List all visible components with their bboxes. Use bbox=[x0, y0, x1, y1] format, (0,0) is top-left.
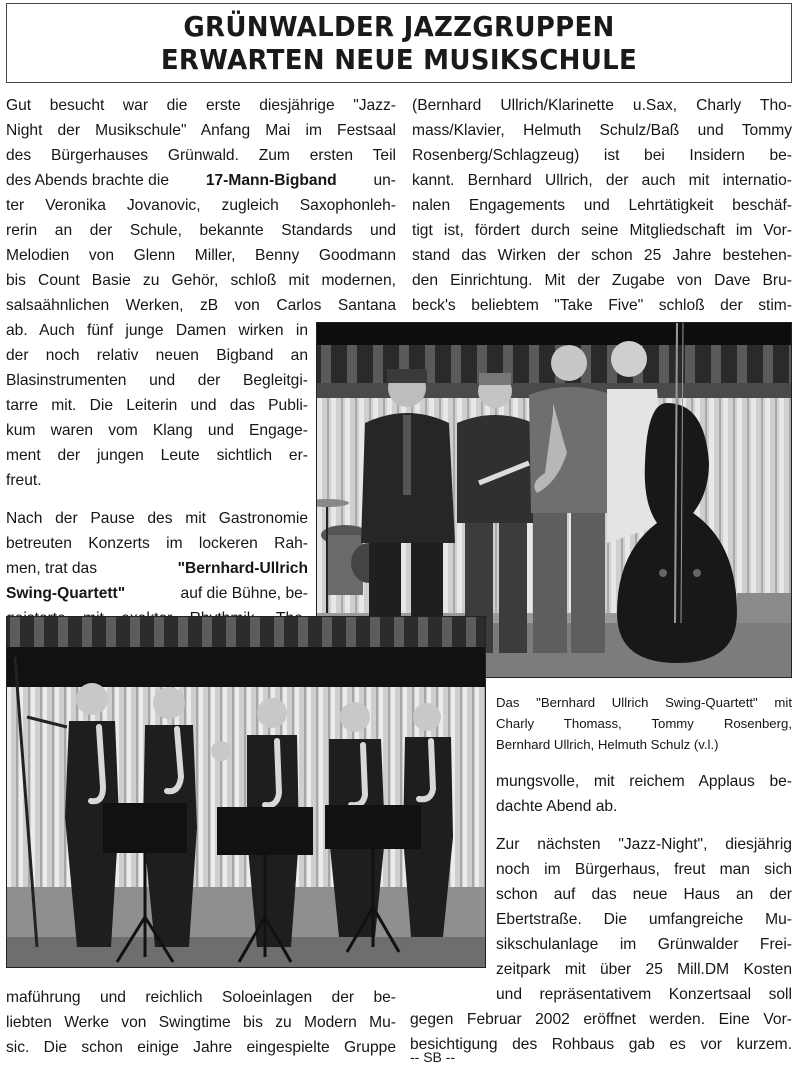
text-line bbox=[6, 559, 308, 578]
text-line: der noch relativ neuen Bigband an bbox=[6, 347, 308, 364]
text-line: dachte Abend ab. bbox=[496, 798, 618, 815]
text-line: des Bürgerhauses Grünwald. Zum ersten Teil bbox=[6, 147, 396, 164]
text-line: und repräsentativem Konzertsaal soll bbox=[496, 986, 792, 1003]
text-line: beck's beliebtem "Take Five" schloß der stim- bbox=[412, 297, 792, 314]
text-line: betreuten Konzerts im lockeren Rah- bbox=[6, 535, 308, 552]
headline-box bbox=[6, 3, 792, 83]
text-line: zeitpark mit über 25 Mill.DM Kosten bbox=[496, 961, 792, 978]
text-line: rerin an der Schule, bekannte Standards und bbox=[6, 222, 396, 239]
text-line: Blasinstrumenten und der Begleitgi- bbox=[6, 372, 308, 389]
headline-line-2: ERWARTEN NEUE MUSIKSCHULE bbox=[160, 43, 638, 76]
text-line: freut. bbox=[6, 472, 42, 489]
text-fragment: auf die Bühne, be- bbox=[180, 585, 308, 602]
bigband-emphasis: 17-Mann-Bigband bbox=[205, 172, 337, 189]
text-line: bis Count Basie zu Gehör, schloß mit modernen, bbox=[6, 272, 396, 289]
text-line: maführung und reichlich Soloeinlagen der be- bbox=[6, 989, 396, 1006]
text-fragment: men, trat das bbox=[6, 560, 98, 577]
text-line: ab. Auch fünf junge Damen wirken in bbox=[6, 322, 308, 339]
text-line: stand das Wirken der schon 25 Jahre bestehen- bbox=[412, 247, 792, 264]
text-fragment: un- bbox=[373, 172, 396, 189]
text-line: den Einrichtung. Mit der Zugabe von Dave Bru- bbox=[412, 272, 792, 289]
text-line: Zur nächsten "Jazz-Night", diesjährig bbox=[496, 836, 792, 853]
text-line: liebten Werke von Swingtime bis zu Modern Mu- bbox=[6, 1014, 396, 1031]
text-line: Ebertstraße. Die umfangreiche Mu- bbox=[496, 911, 792, 928]
author-signature: -- SB -- bbox=[410, 1049, 456, 1065]
text-line: tarre mit. Die Leiterin und das Publi- bbox=[6, 397, 308, 414]
text-line bbox=[6, 584, 308, 603]
text-line: Night der Musikschule" Anfang Mai im Festsaal bbox=[6, 122, 396, 139]
text-line: kannt. Bernhard Ullrich, der auch mit internatio- bbox=[412, 172, 792, 189]
quartet-emphasis: Swing-Quartett" bbox=[6, 585, 126, 602]
quartet-emphasis: "Bernhard-Ullrich bbox=[177, 560, 308, 577]
text-line: schon auf das neue Haus an der bbox=[496, 886, 792, 903]
caption-line: Charly Thomass, Tommy Rosenberg, bbox=[496, 716, 792, 731]
text-line bbox=[6, 171, 396, 190]
text-line: Gut besucht war die erste diesjährige "Jazz- bbox=[6, 97, 396, 114]
text-line: Melodien von Glenn Miller, Benny Goodmann bbox=[6, 247, 396, 264]
text-line: noch im Bürgerhaus, freut man sich bbox=[496, 861, 792, 878]
text-line: mass/Klavier, Helmuth Schulz/Baß und Tommy bbox=[412, 122, 792, 139]
caption-line: Bernhard Ullrich, Helmuth Schulz (v.l.) bbox=[496, 737, 719, 752]
text-line: ment der jungen Leute sichtlich er- bbox=[6, 447, 308, 464]
text-line: (Bernhard Ullrich/Klarinette u.Sax, Charly Tho- bbox=[412, 97, 792, 114]
caption-line: Das "Bernhard Ullrich Swing-Quartett" mit bbox=[496, 695, 792, 710]
text-line: Nach der Pause des mit Gastronomie bbox=[6, 510, 308, 527]
headline-line-1: GRÜNWALDER JAZZGRUPPEN bbox=[183, 10, 615, 43]
text-line: salsaähnlichen Werken, zB von Carlos Santana bbox=[6, 297, 396, 314]
text-line: mungsvolle, mit reichem Applaus be- bbox=[496, 773, 792, 790]
text-line: kum waren vom Klang und Engage- bbox=[6, 422, 308, 439]
text-line: sikschulanlage im Grünwalder Frei- bbox=[496, 936, 792, 953]
text-line: ter Veronika Jovanovic, zugleich Saxophonleh- bbox=[6, 197, 396, 214]
text-line: besichtigung des Rohbaus gab es vor kurzem. bbox=[410, 1036, 792, 1053]
text-line: sic. Die schon einige Jahre eingespielte Gruppe bbox=[6, 1039, 396, 1056]
text-line: tigt ist, fördert durch seine Mitgliedschaft im Vor- bbox=[412, 222, 792, 239]
text-line: nalen Engagements und Lehrtätigkeit beschäf- bbox=[412, 197, 792, 214]
text-line: Rosenberg/Schlagzeug) ist bei Insidern be- bbox=[412, 147, 792, 164]
text-fragment: des Abends brachte die bbox=[6, 172, 169, 189]
text-line: gegen Februar 2002 eröffnet werden. Eine Vor- bbox=[410, 1011, 792, 1028]
bigband-photo bbox=[6, 616, 486, 968]
